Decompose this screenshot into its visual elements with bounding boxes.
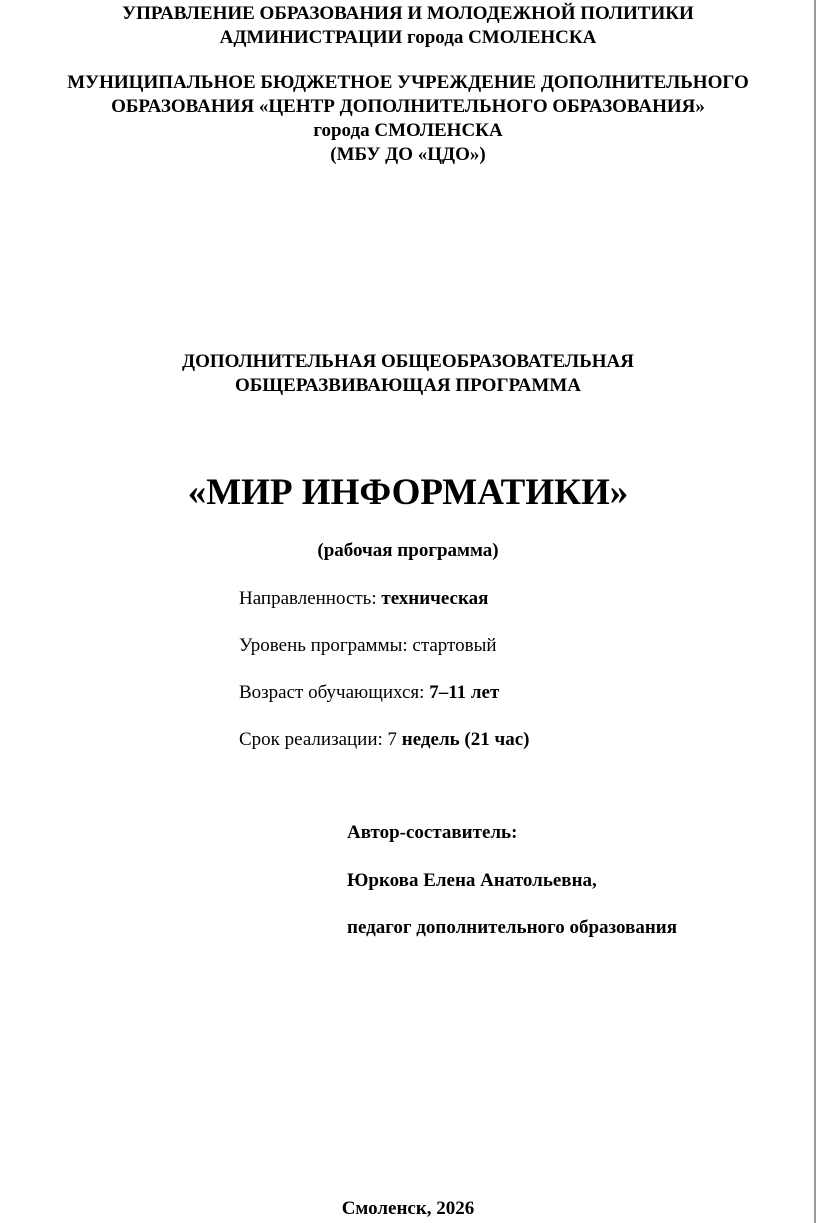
city-year: Смоленск, 2026 [341,1198,475,1219]
institution-line-2: ОБРАЗОВАНИЯ «ЦЕНТР ДОПОЛНИТЕЛЬНОГО ОБРАЗОВАНИЯ» [111,96,705,117]
level-label: Уровень программы: [239,635,413,656]
author-label: Автор-составитель: [347,822,518,843]
program-subtitle: (рабочая программа) [317,540,499,561]
institution-line-1: МУНИЦИПАЛЬНОЕ БЮДЖЕТНОЕ УЧРЕЖДЕНИЕ ДОПОЛНИТЕЛЬНОГО [67,72,749,93]
institution-header [0,71,816,167]
institution-line-4: (МБУ ДО «ЦДО») [330,144,486,165]
program-type-line-2: ОБЩЕРАЗВИВАЮЩАЯ ПРОГРАММА [234,375,582,396]
org-header [0,2,816,50]
term-line [239,728,529,752]
author-name: Юркова Елена Анатольевна, [347,870,597,891]
age-line [239,681,499,705]
level-line [239,634,497,658]
program-type-line-1: ДОПОЛНИТЕЛЬНАЯ ОБЩЕОБРАЗОВАТЕЛЬНАЯ [182,351,634,372]
direction-line [239,587,488,611]
age-label: Возраст обучающихся: [239,682,430,703]
institution-line-3: города СМОЛЕНСКА [313,120,503,141]
level-value: стартовый [412,635,497,656]
program-type [0,350,816,398]
term-number: 7 [387,729,402,750]
direction-value: техническая [381,588,489,609]
program-title: «МИР ИНФОРМАТИКИ» [187,472,629,513]
author-position: педагог дополнительного образования [347,917,678,938]
org-line-1: УПРАВЛЕНИЕ ОБРАЗОВАНИЯ И МОЛОДЕЖНОЙ ПОЛИТИКИ [122,3,694,24]
org-line-2: АДМИНИСТРАЦИИ города СМОЛЕНСКА [219,27,597,48]
age-value: 7–11 лет [429,682,500,703]
term-value: недель (21 час) [401,729,530,750]
term-label: Срок реализации: [239,729,388,750]
direction-label: Направленность: [239,588,382,609]
